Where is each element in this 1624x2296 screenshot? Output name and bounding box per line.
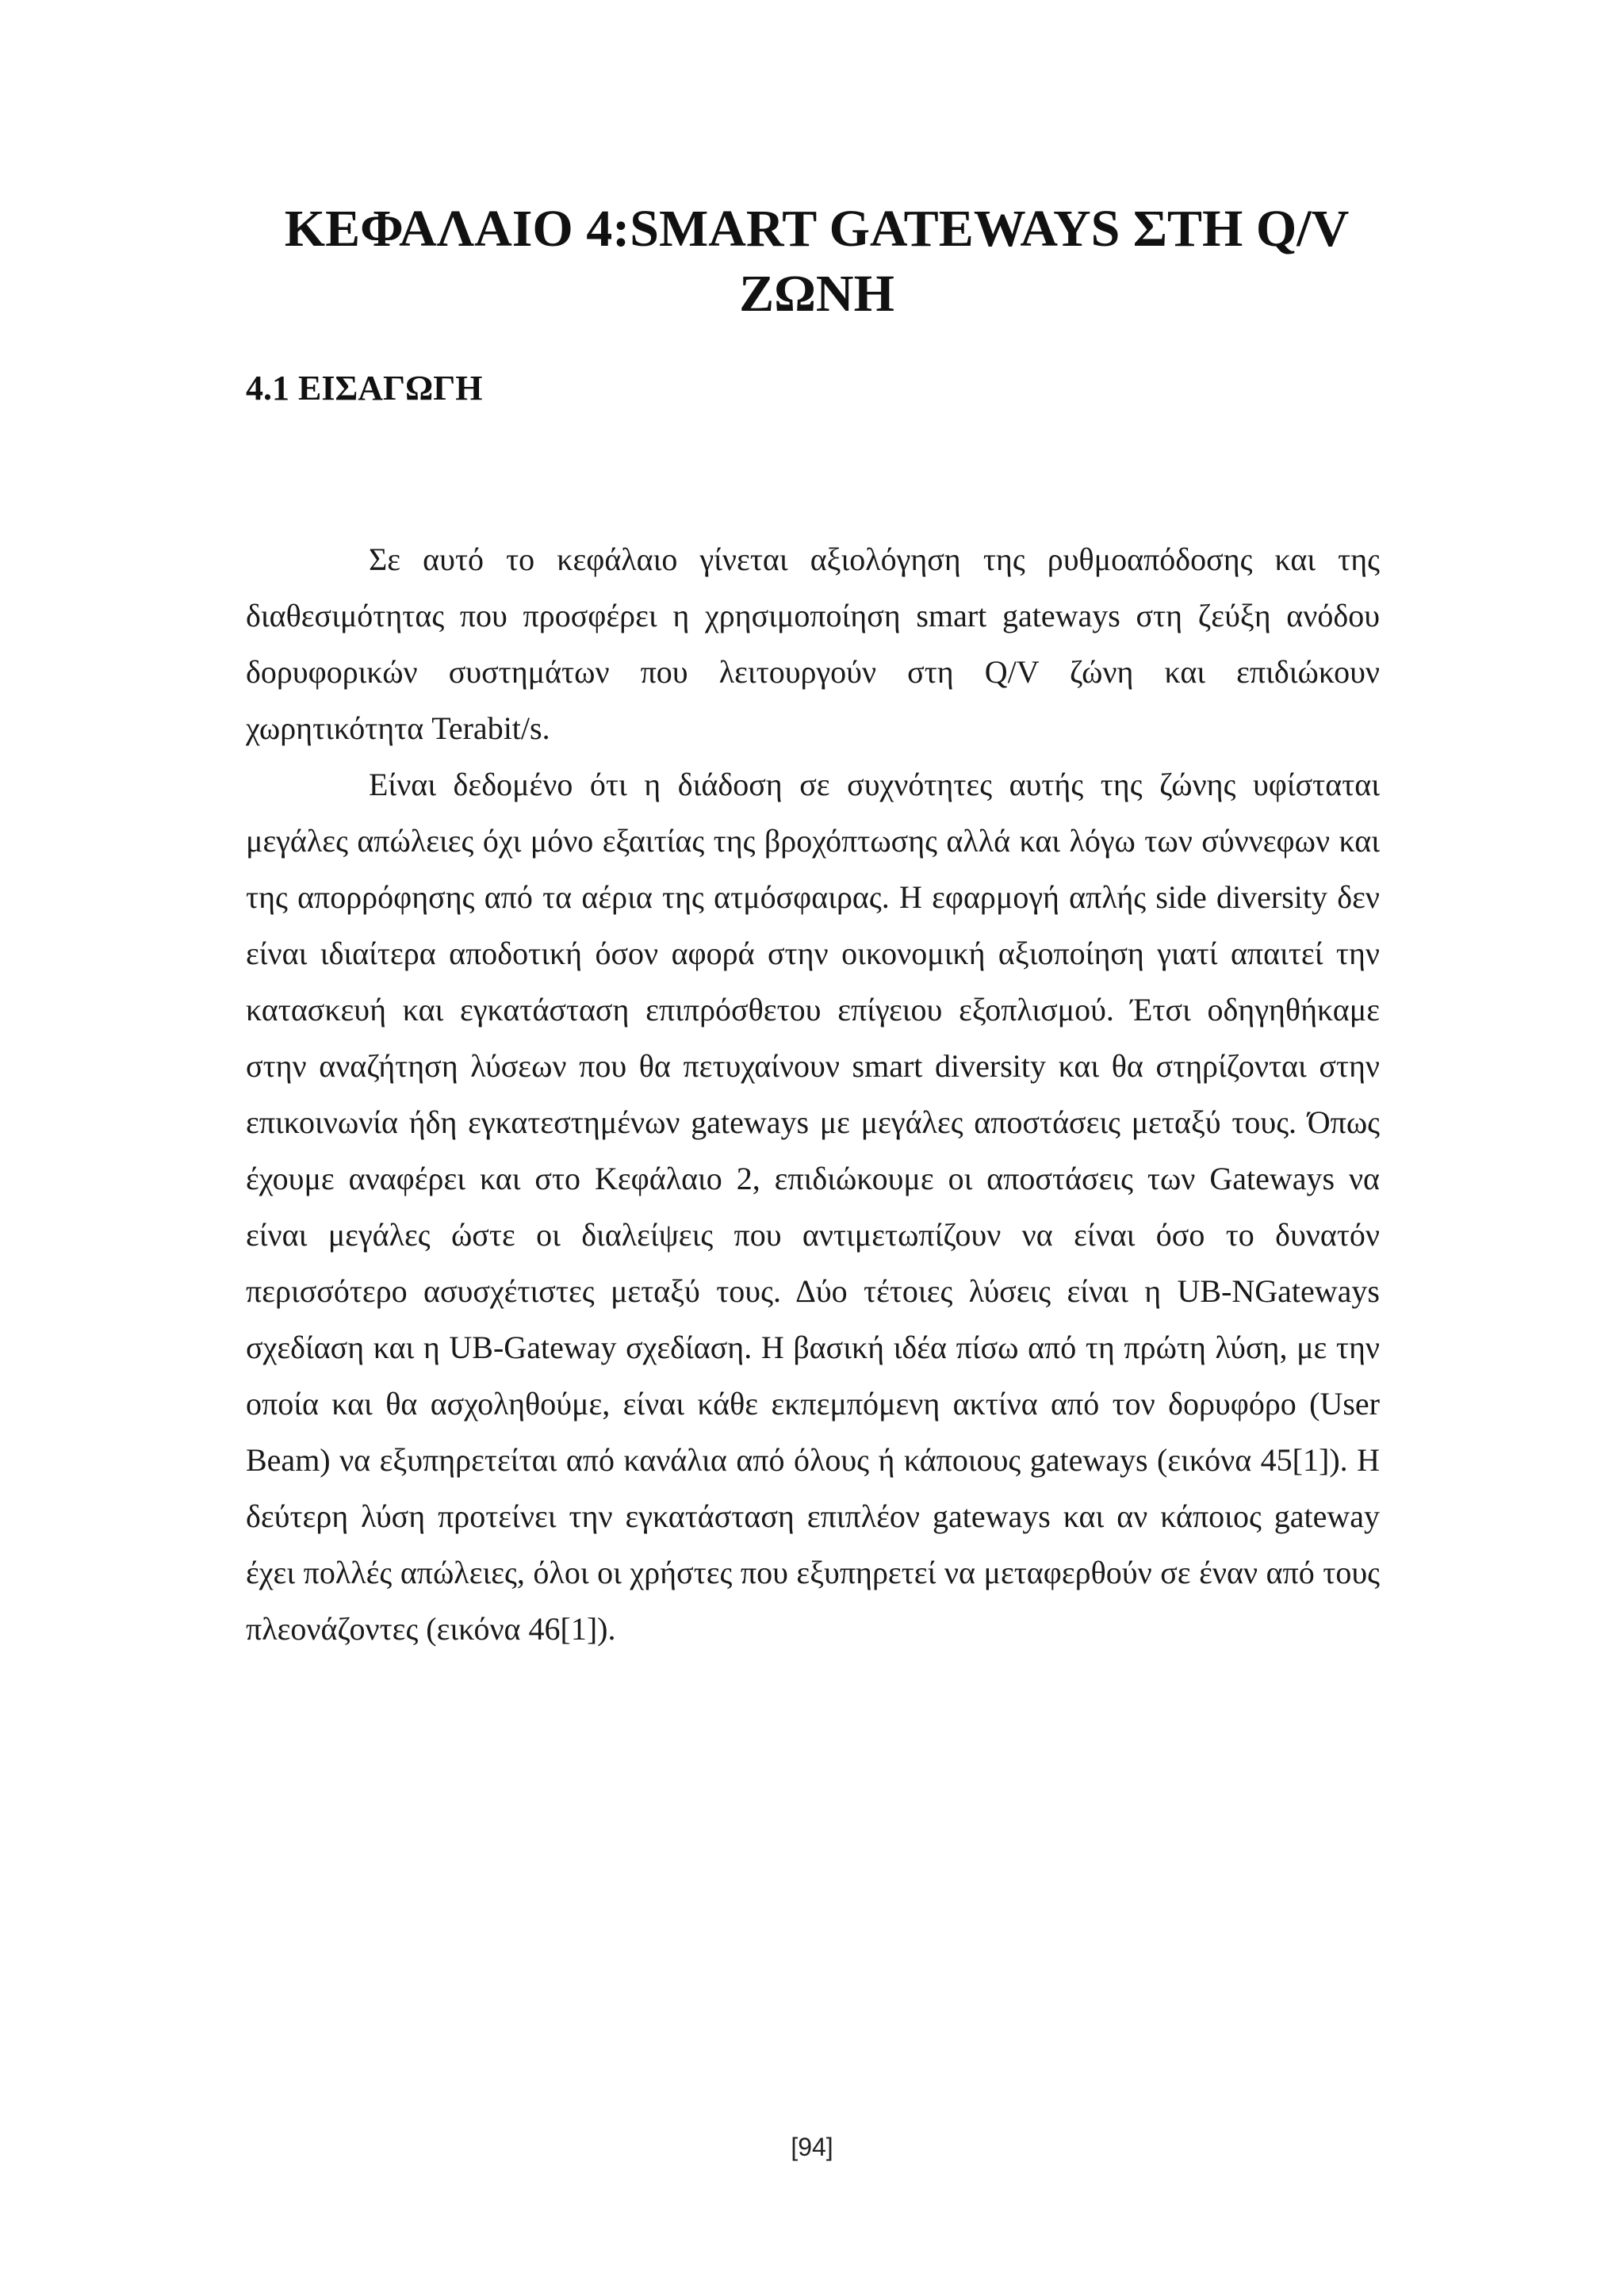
chapter-title: ΚΕΦΑΛΑΙΟ 4:SMART GATEWAYS ΣΤΗ Q/V ΖΩΝΗ (284, 200, 1350, 323)
section-heading: 4.1 ΕΙΣΑΓΩΓΗ (246, 369, 483, 408)
paragraph-intro: Σε αυτό το κεφάλαιο γίνεται αξιολόγηση της ρυθμοαπόδοσης και της διαθεσιμότητας που προσφέρει η χρησιμοποίηση smart gateways στη ζεύξη ανόδου δορυφορικών συστημάτων που λειτουργούν στη Q/V ζώνη και επιδιώκουν χωρητικότητα Terabit/s. (246, 541, 1380, 746)
body-text (246, 531, 1380, 1657)
paragraph-diversity: Είναι δεδομένο ότι η διάδοση σε συχνότητες αυτής της ζώνης υφίσταται μεγάλες απώλειες όχι μόνο εξαιτίας της βροχόπτωσης αλλά και λόγω των σύννεφων και της απορρόφησης από τα αέρια της ατμόσφαιρας. Η εφαρμογή απλής side diversity δεν είναι ιδιαίτερα αποδοτική όσον αφορά στην οικονομική αξιοποίηση γιατί απαιτεί την κατασκευή και εγκατάσταση επιπρόσθετου επίγειου εξοπλισμού. Έτσι οδηγηθήκαμε στην αναζήτηση λύσεων που θα πετυχαίνουν smart diversity και θα στηρίζονται στην επικοινωνία ήδη εγκατεστημένων gateways με μεγάλες αποστάσεις μεταξύ τους. Όπως έχουμε αναφέρει και στο Κεφάλαιο 2, επιδιώκουμε οι αποστάσεις των Gateways να είναι μεγάλες ώστε οι διαλείψεις που αντιμετωπίζουν να είναι όσο το δυνατόν περισσότερο ασυσχέτιστες μεταξύ τους. Δύο τέτοιες λύσεις είναι η UB-NGateways σχεδίαση και η UB-Gateway σχεδίαση. Η βασική ιδέα πίσω από τη πρώτη λύση, με την οποία και θα ασχοληθούμε, είναι κάθε εκπεμπόμενη ακτίνα από τον δορυφόρο (User Beam) να εξυπηρετείται από κανάλια από όλους ή κάποιους gateways (εικόνα 45[1]). Η δεύτερη λύση προτείνει την εγκατάσταση επιπλέον gateways και αν κάποιος gateway έχει πολλές απώλειες, όλοι οι χρήστες που εξυπηρετεί να μεταφερθούν σε έναν από τους πλεονάζοντες (εικόνα 46[1]). (246, 767, 1380, 1647)
page-number: [94] (791, 2133, 833, 2161)
